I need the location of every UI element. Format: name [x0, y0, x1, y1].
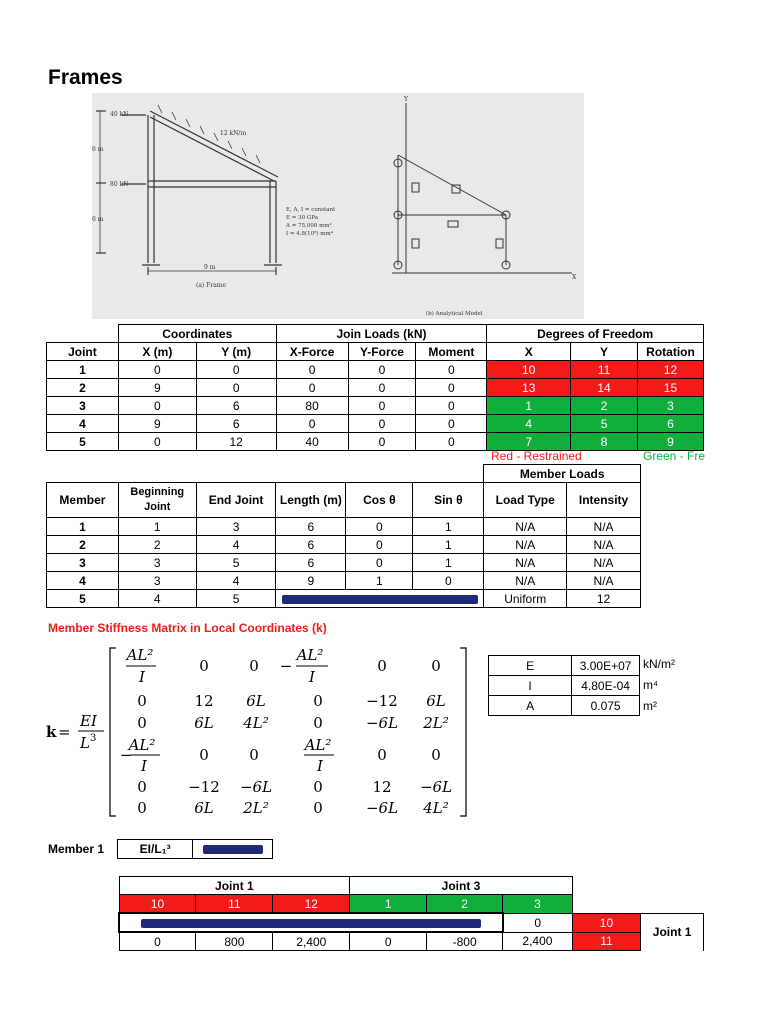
svg-text:−: − [119, 746, 133, 764]
prop-name: A [489, 696, 572, 716]
svg-text:I: I [317, 757, 323, 775]
svg-text:0: 0 [137, 692, 147, 710]
cell-y: 0 [196, 379, 276, 397]
prop-value: 0.075 [572, 696, 640, 716]
dof-free: 3 [503, 895, 573, 914]
svg-text:12: 12 [194, 692, 214, 710]
matrix-cell: 2,400 [503, 932, 573, 951]
prop-line-3: A = 75,000 mm² [286, 223, 332, 229]
cell-intensity: N/A [567, 572, 641, 590]
svg-text:0: 0 [137, 714, 147, 732]
cell-begin: 3 [118, 554, 196, 572]
svg-text:0: 0 [377, 746, 387, 764]
header-moment: Moment [416, 343, 487, 361]
svg-text:2L²: 2L² [243, 799, 269, 817]
table-row [47, 433, 704, 451]
label-load-top: 40 kN [110, 111, 129, 118]
joint-id: 4 [47, 415, 119, 433]
svg-text:EI: EI [80, 712, 97, 730]
header-dof-rotation: Rotation [637, 343, 703, 361]
table-row [47, 518, 641, 536]
cell-fy: 0 [348, 397, 416, 415]
global-stiffness-table [118, 876, 704, 951]
dof-free: 9 [637, 433, 703, 451]
cell-load-type: N/A [484, 554, 567, 572]
joint-id: 5 [47, 433, 119, 451]
prop-line-1: E, A, I = constant [286, 207, 336, 213]
member-id: 3 [47, 554, 119, 572]
svg-text:0: 0 [431, 746, 441, 764]
page-title: Frames [48, 66, 123, 89]
group-header-member-loads: Member Loads [484, 465, 641, 483]
cell-cos: 0 [346, 536, 413, 554]
matrix-cell: 800 [196, 932, 273, 951]
group-header-dof: Degrees of Freedom [487, 325, 704, 343]
table-row [489, 696, 640, 716]
header-dof-y: Y [571, 343, 638, 361]
svg-text:0: 0 [313, 714, 323, 732]
table-row [119, 932, 704, 951]
cell-y: 6 [196, 397, 276, 415]
cell-x: 0 [118, 433, 196, 451]
member-id: 4 [47, 572, 119, 590]
label-dist-load: 12 kN/m [220, 130, 247, 137]
stiffness-section-title: Member Stiffness Matrix in Local Coordinates (k) [48, 621, 327, 635]
dof-free: 6 [637, 415, 703, 433]
joint-b-header: Joint 3 [350, 877, 572, 895]
cell-cos: 0 [346, 518, 413, 536]
svg-text:I: I [309, 668, 315, 686]
table-row [47, 397, 704, 415]
prop-name: E [489, 656, 572, 676]
cell-fx: 0 [276, 379, 348, 397]
header-y: Y (m) [196, 343, 276, 361]
dof-free: 7 [487, 433, 571, 451]
cell-m: 0 [416, 415, 487, 433]
caption-a: (a) Frame [196, 282, 227, 289]
dof-restrained: 12 [637, 361, 703, 379]
cell-m: 0 [416, 397, 487, 415]
svg-text:6L: 6L [194, 799, 214, 817]
svg-text:6L: 6L [426, 692, 446, 710]
joint-id: 2 [47, 379, 119, 397]
stiffness-matrix-equation [44, 640, 474, 824]
prop-name: I [489, 676, 572, 696]
cell-load-type: N/A [484, 536, 567, 554]
unit-e: kN/m² [643, 657, 675, 671]
table-row [47, 361, 704, 379]
group-header-join-loads: Join Loads (kN) [276, 325, 487, 343]
table-row [489, 656, 640, 676]
properties-table [488, 655, 640, 716]
cell-fy: 0 [348, 379, 416, 397]
svg-text:0: 0 [137, 778, 147, 796]
svg-text:0: 0 [377, 657, 387, 675]
cell-length: 9 [276, 572, 346, 590]
header-load-type: Load Type [484, 483, 567, 518]
redaction-bar [203, 845, 263, 854]
label-dim-w: 9 m [204, 264, 216, 271]
dof-restrained: 14 [571, 379, 638, 397]
dof-restrained: 10 [487, 361, 571, 379]
table-row [119, 913, 704, 932]
joint-id: 3 [47, 397, 119, 415]
member-id: 5 [47, 590, 119, 608]
cell-cos: 1 [346, 572, 413, 590]
cell-y: 0 [196, 361, 276, 379]
joint-id: 1 [47, 361, 119, 379]
header-beginning-joint: Beginning Joint [118, 483, 196, 518]
cell-sin: 1 [413, 536, 484, 554]
member-id: 1 [47, 518, 119, 536]
cell-fy: 0 [348, 433, 416, 451]
cell-begin: 3 [118, 572, 196, 590]
svg-text:k: k [46, 723, 57, 741]
cell-intensity: N/A [567, 536, 641, 554]
cell-begin: 1 [118, 518, 196, 536]
table-row [489, 676, 640, 696]
dof-restrained: 12 [273, 895, 350, 914]
cell-length: 6 [276, 536, 346, 554]
cell-fy: 0 [348, 415, 416, 433]
dof-free: 4 [487, 415, 571, 433]
header-length: Length (m) [276, 483, 346, 518]
header-intensity: Intensity [567, 483, 641, 518]
table-row [47, 572, 641, 590]
matrix-cell: -800 [427, 932, 503, 951]
legend-restrained: Red - Restrained [491, 449, 582, 463]
cell-begin: 4 [118, 590, 196, 608]
header-end-joint: End Joint [196, 483, 276, 518]
cell-x: 0 [118, 361, 196, 379]
cell-end: 4 [196, 536, 276, 554]
dof-free: 2 [427, 895, 503, 914]
header-member: Member [47, 483, 119, 518]
header-dof-x: X [487, 343, 571, 361]
table-row [47, 554, 641, 572]
svg-text:6L: 6L [246, 692, 266, 710]
svg-text:0: 0 [249, 657, 259, 675]
dof-restrained: 15 [637, 379, 703, 397]
svg-text:AL²: AL² [128, 736, 156, 754]
row-joint-label: Joint 1 [641, 913, 704, 951]
frame-diagram [92, 93, 584, 319]
joints-table [46, 324, 704, 451]
cell-m: 0 [416, 379, 487, 397]
cell-m: 0 [416, 361, 487, 379]
svg-text:0: 0 [313, 799, 323, 817]
header-cos: Cos θ [346, 483, 413, 518]
svg-text:−6L: −6L [419, 778, 453, 796]
cell-end: 4 [196, 572, 276, 590]
cell-load-type: Uniform [484, 590, 567, 608]
svg-text:0: 0 [137, 799, 147, 817]
member1-label: Member 1 [48, 842, 105, 856]
cell-x: 0 [118, 397, 196, 415]
caption-b: (b) Analytical Model [426, 311, 483, 317]
svg-text:−6L: −6L [365, 714, 399, 732]
svg-text:−: − [279, 657, 293, 675]
cell-end: 5 [196, 590, 276, 608]
unit-i: m⁴ [643, 678, 659, 692]
dof-free: 2 [571, 397, 638, 415]
table-row [47, 415, 704, 433]
table-row [47, 590, 641, 608]
dof-restrained: 10 [119, 895, 196, 914]
unit-a: m² [643, 699, 657, 713]
label-dim-h1: 6 m [92, 146, 104, 153]
svg-text:0: 0 [199, 746, 209, 764]
cell-sin: 1 [413, 518, 484, 536]
axis-y-label: Y [404, 96, 408, 103]
group-header-coordinates: Coordinates [118, 325, 276, 343]
label-load-mid: 80 kN [110, 181, 129, 188]
cell-m: 0 [416, 433, 487, 451]
legend-free: Green - Fre [643, 449, 706, 463]
dof-restrained: 10 [572, 913, 641, 932]
svg-text:−6L: −6L [239, 778, 273, 796]
header-x: X (m) [118, 343, 196, 361]
dof-restrained: 11 [196, 895, 273, 914]
cell-fx: 0 [276, 361, 348, 379]
header-x-force: X-Force [276, 343, 348, 361]
axis-x-label: X [572, 274, 577, 281]
svg-text:4L²: 4L² [243, 714, 269, 732]
dof-restrained: 11 [571, 361, 638, 379]
cell-intensity: N/A [567, 518, 641, 536]
frame-figure [92, 93, 584, 319]
prop-line-4: I = 4.8(10⁸) mm⁴ [286, 231, 333, 237]
dof-restrained: 13 [487, 379, 571, 397]
matrix-cell: 0 [503, 913, 573, 932]
svg-text:0: 0 [249, 746, 259, 764]
cell-intensity: N/A [567, 554, 641, 572]
dof-free: 1 [487, 397, 571, 415]
prop-value: 3.00E+07 [572, 656, 640, 676]
cell-end: 5 [196, 554, 276, 572]
svg-text:−12: −12 [366, 692, 398, 710]
ei-value-redacted [193, 840, 273, 859]
svg-text:I: I [139, 668, 145, 686]
cell-fy: 0 [348, 361, 416, 379]
dof-free: 8 [571, 433, 638, 451]
cell-fx: 40 [276, 433, 348, 451]
svg-text:2L²: 2L² [423, 714, 449, 732]
svg-text:=: = [58, 723, 71, 741]
header-sin: Sin θ [413, 483, 484, 518]
svg-text:−12: −12 [188, 778, 220, 796]
redacted-cells [119, 913, 503, 932]
svg-text:AL²: AL² [304, 736, 332, 754]
svg-text:−6L: −6L [365, 799, 399, 817]
ei-label: EI/L₁³ [118, 840, 193, 859]
joint-a-header: Joint 1 [119, 877, 350, 895]
label-dim-h2: 6 m [92, 216, 104, 223]
svg-text:0: 0 [313, 778, 323, 796]
cell-end: 3 [196, 518, 276, 536]
dof-free: 5 [571, 415, 638, 433]
cell-intensity: 12 [567, 590, 641, 608]
cell-sin: 0 [413, 572, 484, 590]
svg-text:3: 3 [90, 733, 97, 744]
redacted-cells [276, 590, 484, 608]
member-id: 2 [47, 536, 119, 554]
dof-free: 3 [637, 397, 703, 415]
cell-x: 9 [118, 379, 196, 397]
cell-y: 6 [196, 415, 276, 433]
members-table [46, 464, 641, 608]
cell-x: 9 [118, 415, 196, 433]
svg-text:AL²: AL² [126, 646, 154, 664]
prop-line-2: E = 30 GPa [286, 215, 318, 221]
matrix-cell: 2,400 [273, 932, 350, 951]
svg-text:6L: 6L [194, 714, 214, 732]
svg-text:I: I [141, 757, 147, 775]
cell-fx: 80 [276, 397, 348, 415]
svg-text:4L²: 4L² [423, 799, 449, 817]
cell-fx: 0 [276, 415, 348, 433]
member1-ei-table [117, 839, 273, 859]
svg-text:12: 12 [372, 778, 392, 796]
redaction-bar [141, 919, 481, 928]
svg-text:0: 0 [199, 657, 209, 675]
cell-load-type: N/A [484, 518, 567, 536]
header-joint: Joint [47, 343, 119, 361]
cell-sin: 1 [413, 554, 484, 572]
redaction-bar [282, 595, 478, 604]
prop-value: 4.80E-04 [572, 676, 640, 696]
dof-restrained: 11 [572, 932, 641, 951]
cell-cos: 0 [346, 554, 413, 572]
cell-y: 12 [196, 433, 276, 451]
header-y-force: Y-Force [348, 343, 416, 361]
svg-text:0: 0 [313, 692, 323, 710]
cell-begin: 2 [118, 536, 196, 554]
matrix-cell: 0 [350, 932, 427, 951]
dof-free: 1 [350, 895, 427, 914]
svg-text:0: 0 [431, 657, 441, 675]
cell-load-type: N/A [484, 572, 567, 590]
svg-text:AL²: AL² [296, 646, 324, 664]
table-row [47, 536, 641, 554]
svg-text:L: L [80, 734, 90, 752]
cell-length: 6 [276, 554, 346, 572]
cell-length: 6 [276, 518, 346, 536]
table-row [47, 379, 704, 397]
matrix-cell: 0 [119, 932, 196, 951]
